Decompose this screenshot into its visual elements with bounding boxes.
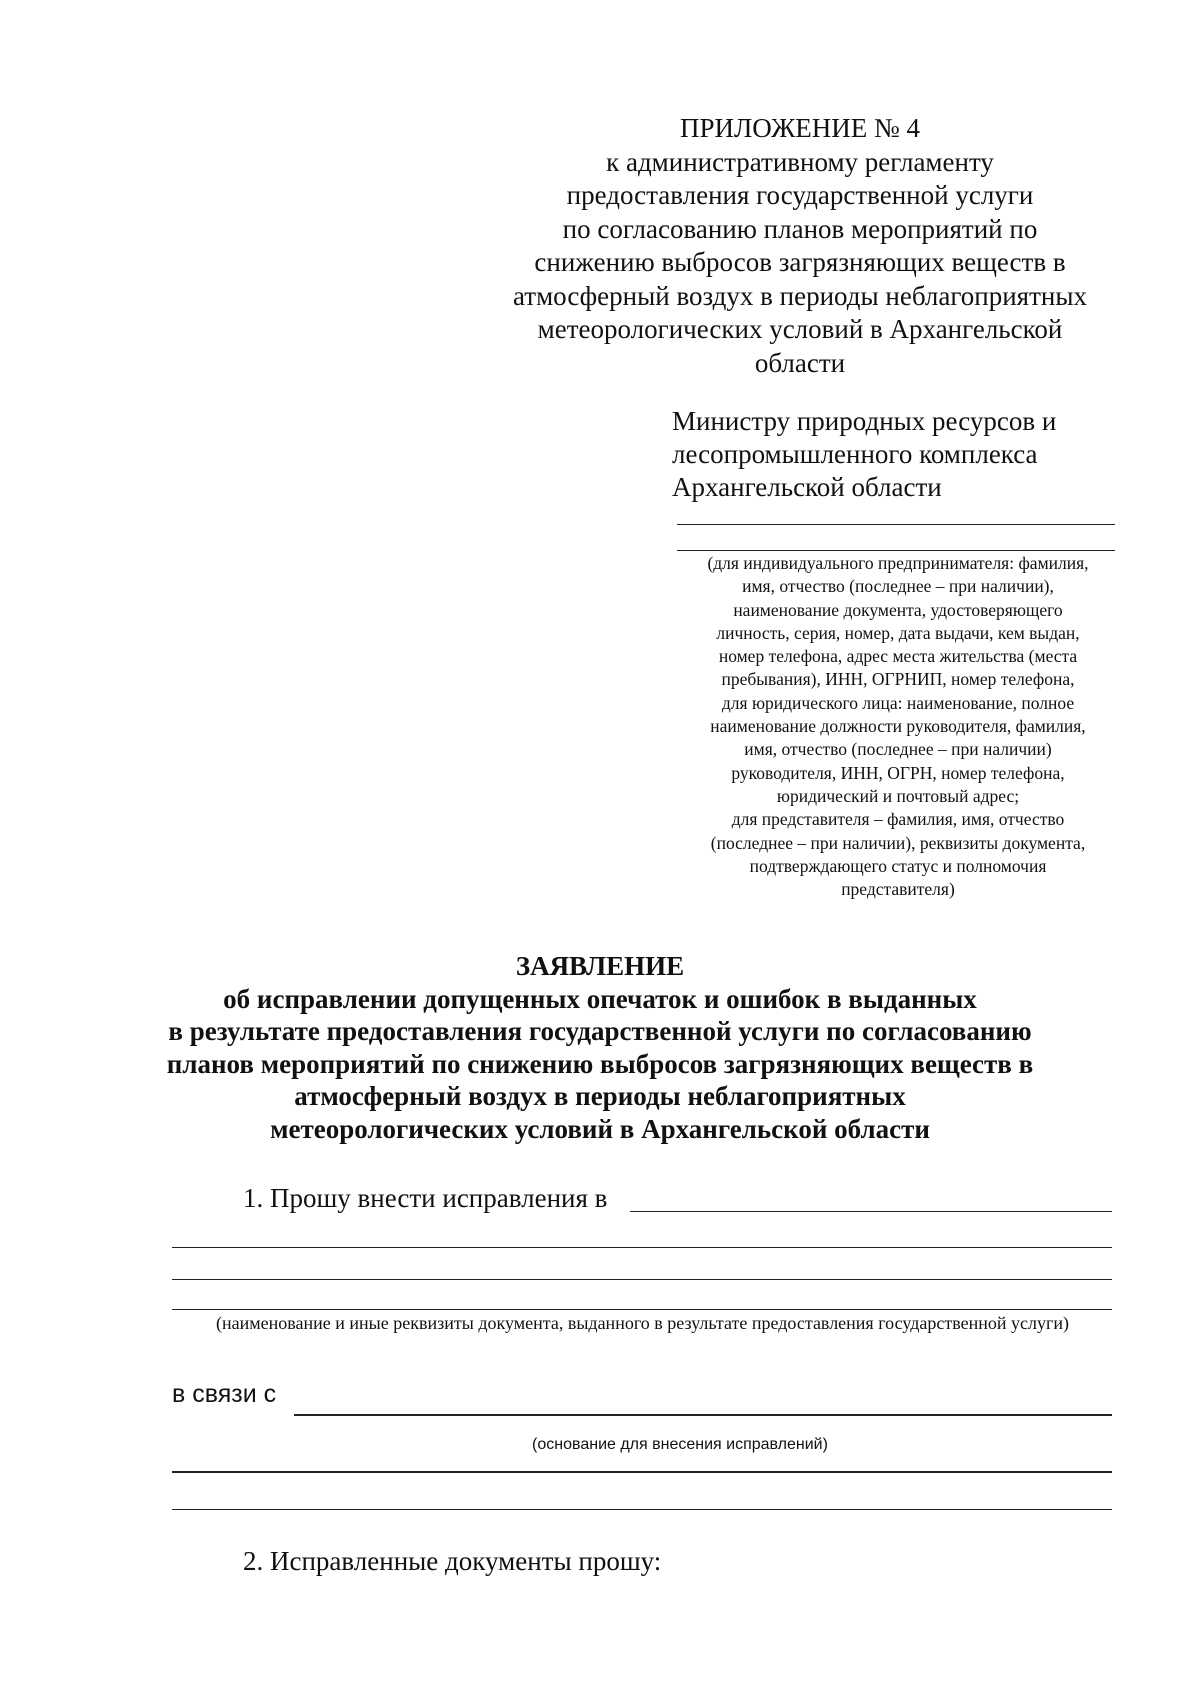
applicant-hint-line: юридический и почтовый адрес; bbox=[776, 785, 1020, 806]
addressee-line: лесопромышленного комплекса bbox=[672, 439, 1038, 469]
appendix-line: по согласованию планов мероприятий по bbox=[562, 213, 1038, 244]
appendix-line: атмосферный воздух в периоды неблагоприятных bbox=[513, 280, 1087, 311]
appendix-line: предоставления государственной услуги bbox=[566, 180, 1034, 210]
applicant-hint-line: представителя) bbox=[841, 879, 955, 900]
applicant-hint-line: наименование документа, удостоверяющего bbox=[733, 599, 1063, 620]
item1-field-line[interactable] bbox=[172, 1309, 1112, 1310]
applicant-hint-line: наименование должности руководителя, фамилия, bbox=[710, 716, 1086, 737]
applicant-hint-line: личность, серия, номер, дата выдачи, кем выдан, bbox=[716, 622, 1080, 643]
application-title: ЗАЯВЛЕНИЕ bbox=[515, 951, 685, 981]
applicant-field-line[interactable] bbox=[677, 524, 1115, 525]
applicant-hint-line: для юридического лица: наименование, полное bbox=[721, 692, 1075, 713]
item1-label: 1. Прошу внести исправления в bbox=[243, 1183, 608, 1213]
application-subtitle-line: в результате предоставления государственной услуги по согласованию bbox=[168, 1016, 1032, 1046]
item1-field-line[interactable] bbox=[172, 1279, 1112, 1280]
applicant-hint-line: (последнее – при наличии), реквизиты документа, bbox=[710, 832, 1086, 853]
applicant-hint-line: руководителя, ИНН, ОГРН, номер телефона, bbox=[731, 762, 1065, 783]
document-requisites-hint: (наименование и иные реквизиты документа, выданного в результате предоставления государственной услуги) bbox=[216, 1313, 1069, 1333]
reason-label: в связи с bbox=[172, 1380, 277, 1408]
reason-hint: (основание для внесения исправлений) bbox=[532, 1436, 828, 1453]
appendix-line: снижению выбросов загрязняющих веществ в bbox=[534, 247, 1066, 277]
applicant-field-line[interactable] bbox=[677, 550, 1115, 551]
appendix-line: области bbox=[754, 347, 846, 378]
application-subtitle-line: об исправлении допущенных опечаток и ошибок в выданных bbox=[223, 983, 977, 1014]
applicant-hint-line: подтверждающего статус и полномочия bbox=[749, 855, 1047, 876]
applicant-hint-line: (для индивидуального предпринимателя: фамилия, bbox=[707, 553, 1089, 573]
item1-field-line[interactable] bbox=[630, 1211, 1112, 1212]
reason-extra-line[interactable] bbox=[172, 1509, 1112, 1510]
addressee-line: Министру природных ресурсов и bbox=[672, 406, 1057, 436]
applicant-hint-line: номер телефона, адрес места жительства (места bbox=[718, 646, 1078, 667]
appendix-line: к административному регламенту bbox=[606, 146, 994, 177]
reason-field-line[interactable] bbox=[294, 1414, 1112, 1416]
applicant-hint-line: для представителя – фамилия, имя, отчество bbox=[731, 809, 1065, 830]
application-subtitle-line: метеорологических условий в Архангельской области bbox=[270, 1113, 930, 1144]
appendix-line: ПРИЛОЖЕНИЕ № 4 bbox=[679, 113, 921, 143]
applicant-hint-line: имя, отчество (последнее – при наличии) bbox=[744, 739, 1052, 760]
reason-extra-line[interactable] bbox=[172, 1471, 1112, 1473]
item2-label: 2. Исправленные документы прошу: bbox=[243, 1546, 662, 1576]
addressee-block bbox=[672, 405, 1142, 504]
appendix-line: метеорологических условий в Архангельской bbox=[537, 314, 1063, 344]
appendix-header bbox=[470, 112, 1130, 380]
addressee-line: Архангельской области bbox=[672, 472, 942, 502]
applicant-hint-line: имя, отчество (последнее – при наличии), bbox=[742, 576, 1054, 597]
application-heading bbox=[100, 950, 1100, 1145]
applicant-hint bbox=[668, 552, 1128, 901]
applicant-hint-line: пребывания), ИНН, ОГРНИП, номер телефона, bbox=[721, 669, 1075, 690]
application-subtitle-line: атмосферный воздух в периоды неблагоприятных bbox=[294, 1081, 906, 1111]
item1-field-line[interactable] bbox=[172, 1247, 1112, 1248]
application-subtitle-line: планов мероприятий по снижению выбросов загрязняющих веществ в bbox=[166, 1048, 1034, 1079]
